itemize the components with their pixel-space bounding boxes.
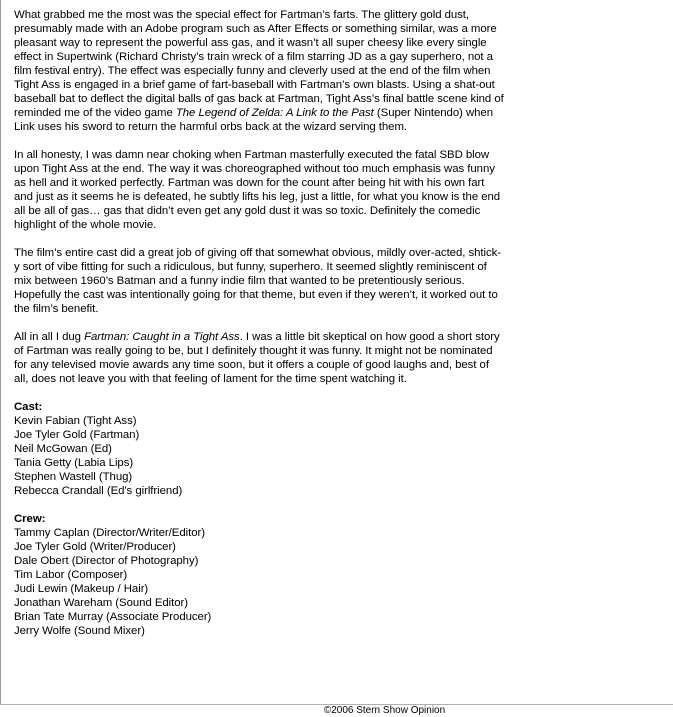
crew-heading: Crew: [14,513,46,525]
paragraph-text: The film’s entire cast did a great job of giving off that somewhat obvious, mildly over-acted, shtick-y sort of vibe fitting for such a ridiculous, but funny, superhero. It seemed slightly reminiscent of mix between 1960’s Batman and a funny indie film that wanted to be pretentiously serious. Hopefully the cast was intentionally going for that theme, but even if they weren’t, it worked out to the film’s benefit. [14,247,502,315]
article-body [14,8,504,652]
crew-member: Tim Labor (Composer) [14,569,128,581]
article-paragraph [14,330,504,386]
cast-member: Kevin Fabian (Tight Ass) [14,415,137,427]
crew-member: Jonathan Wareham (Sound Editor) [14,597,189,609]
footer-copyright: ©2006 Stern Show Opinion [323,705,446,716]
italic-title: The Legend of Zelda: A Link to the Past [175,107,374,119]
crew-member: Brian Tate Murray (Associate Producer) [14,611,212,623]
paragraph-text: All in all I dug [14,331,85,343]
cast-member: Joe Tyler Gold (Fartman) [14,429,140,441]
cast-heading: Cast: [14,401,43,413]
cast-list [14,414,504,498]
italic-title: Fartman: Caught in a Tight Ass [84,331,240,343]
crew-list [14,526,504,638]
paragraph-text: What grabbed me the most was the special effect for Fartman’s farts. The glittery gold dust, presumably made with an Adobe program such as After Effects or something similar, was a more pleasant way to represent the powerful ass gas, and it wasn’t all super cheesy like every single effect in Supertwink (Richard Christy’s train wreck of a film starring JD as a gay superhero, not a film festival entry). The effect was especially funny and cleverly used at the end of the film when Tight Ass is engaged in a brief game of fart-baseball with Fartman’s own blasts. Using a shat-out baseball bat to deflect the digital balls of gas back at Fartman, Tight Ass’s final battle scene kind of reminded me of the video game [14,9,504,119]
paragraph-text: . I was a little bit skeptical on how good a short story of Fartman was really going to be, but I definitely thought it was funny. It might not be nominated for any televised movie awards any time soon, but it offers a couple of good laughs and, best of all, does not leave you with that feeling of lament for the time spent watching it. [14,331,500,385]
paragraph-text: (Super Nintendo) when Link uses his sword to return the harmful orbs back at the wizard serving them. [14,107,493,133]
cast-member: Rebecca Crandall (Ed's girlfriend) [14,485,183,497]
cast-member: Neil McGowan (Ed) [14,443,112,455]
paragraph-text: In all honesty, I was damn near choking when Fartman masterfully executed the fatal SBD blow upon Tight Ass at the end. The way it was choreographed without too much emphasis was funny as hell and it worked perfectly. Fartman was down for the count after being hit with his own fart and just as it seems he is defeated, he subtly lifts his leg, just a little, for what you know is the end all be all of gas… gas that didn’t even get any gold dust it was so toxic. Definitely the comedic highlight of the whole movie. [14,149,501,231]
crew-member: Tammy Caplan (Director/Writer/Editor) [14,527,205,539]
crew-member: Joe Tyler Gold (Writer/Producer) [14,541,176,553]
crew-member: Jerry Wolfe (Sound Mixer) [14,625,145,637]
article-paragraph [14,246,504,316]
crew-member: Judi Lewin (Makeup / Hair) [14,583,149,595]
article-paragraph [14,8,504,134]
crew-member: Dale Obert (Director of Photography) [14,555,199,567]
left-border [0,0,1,704]
article-paragraph [14,148,504,232]
cast-member: Stephen Wastell (Thug) [14,471,133,483]
cast-member: Tania Getty (Labia Lips) [14,457,134,469]
